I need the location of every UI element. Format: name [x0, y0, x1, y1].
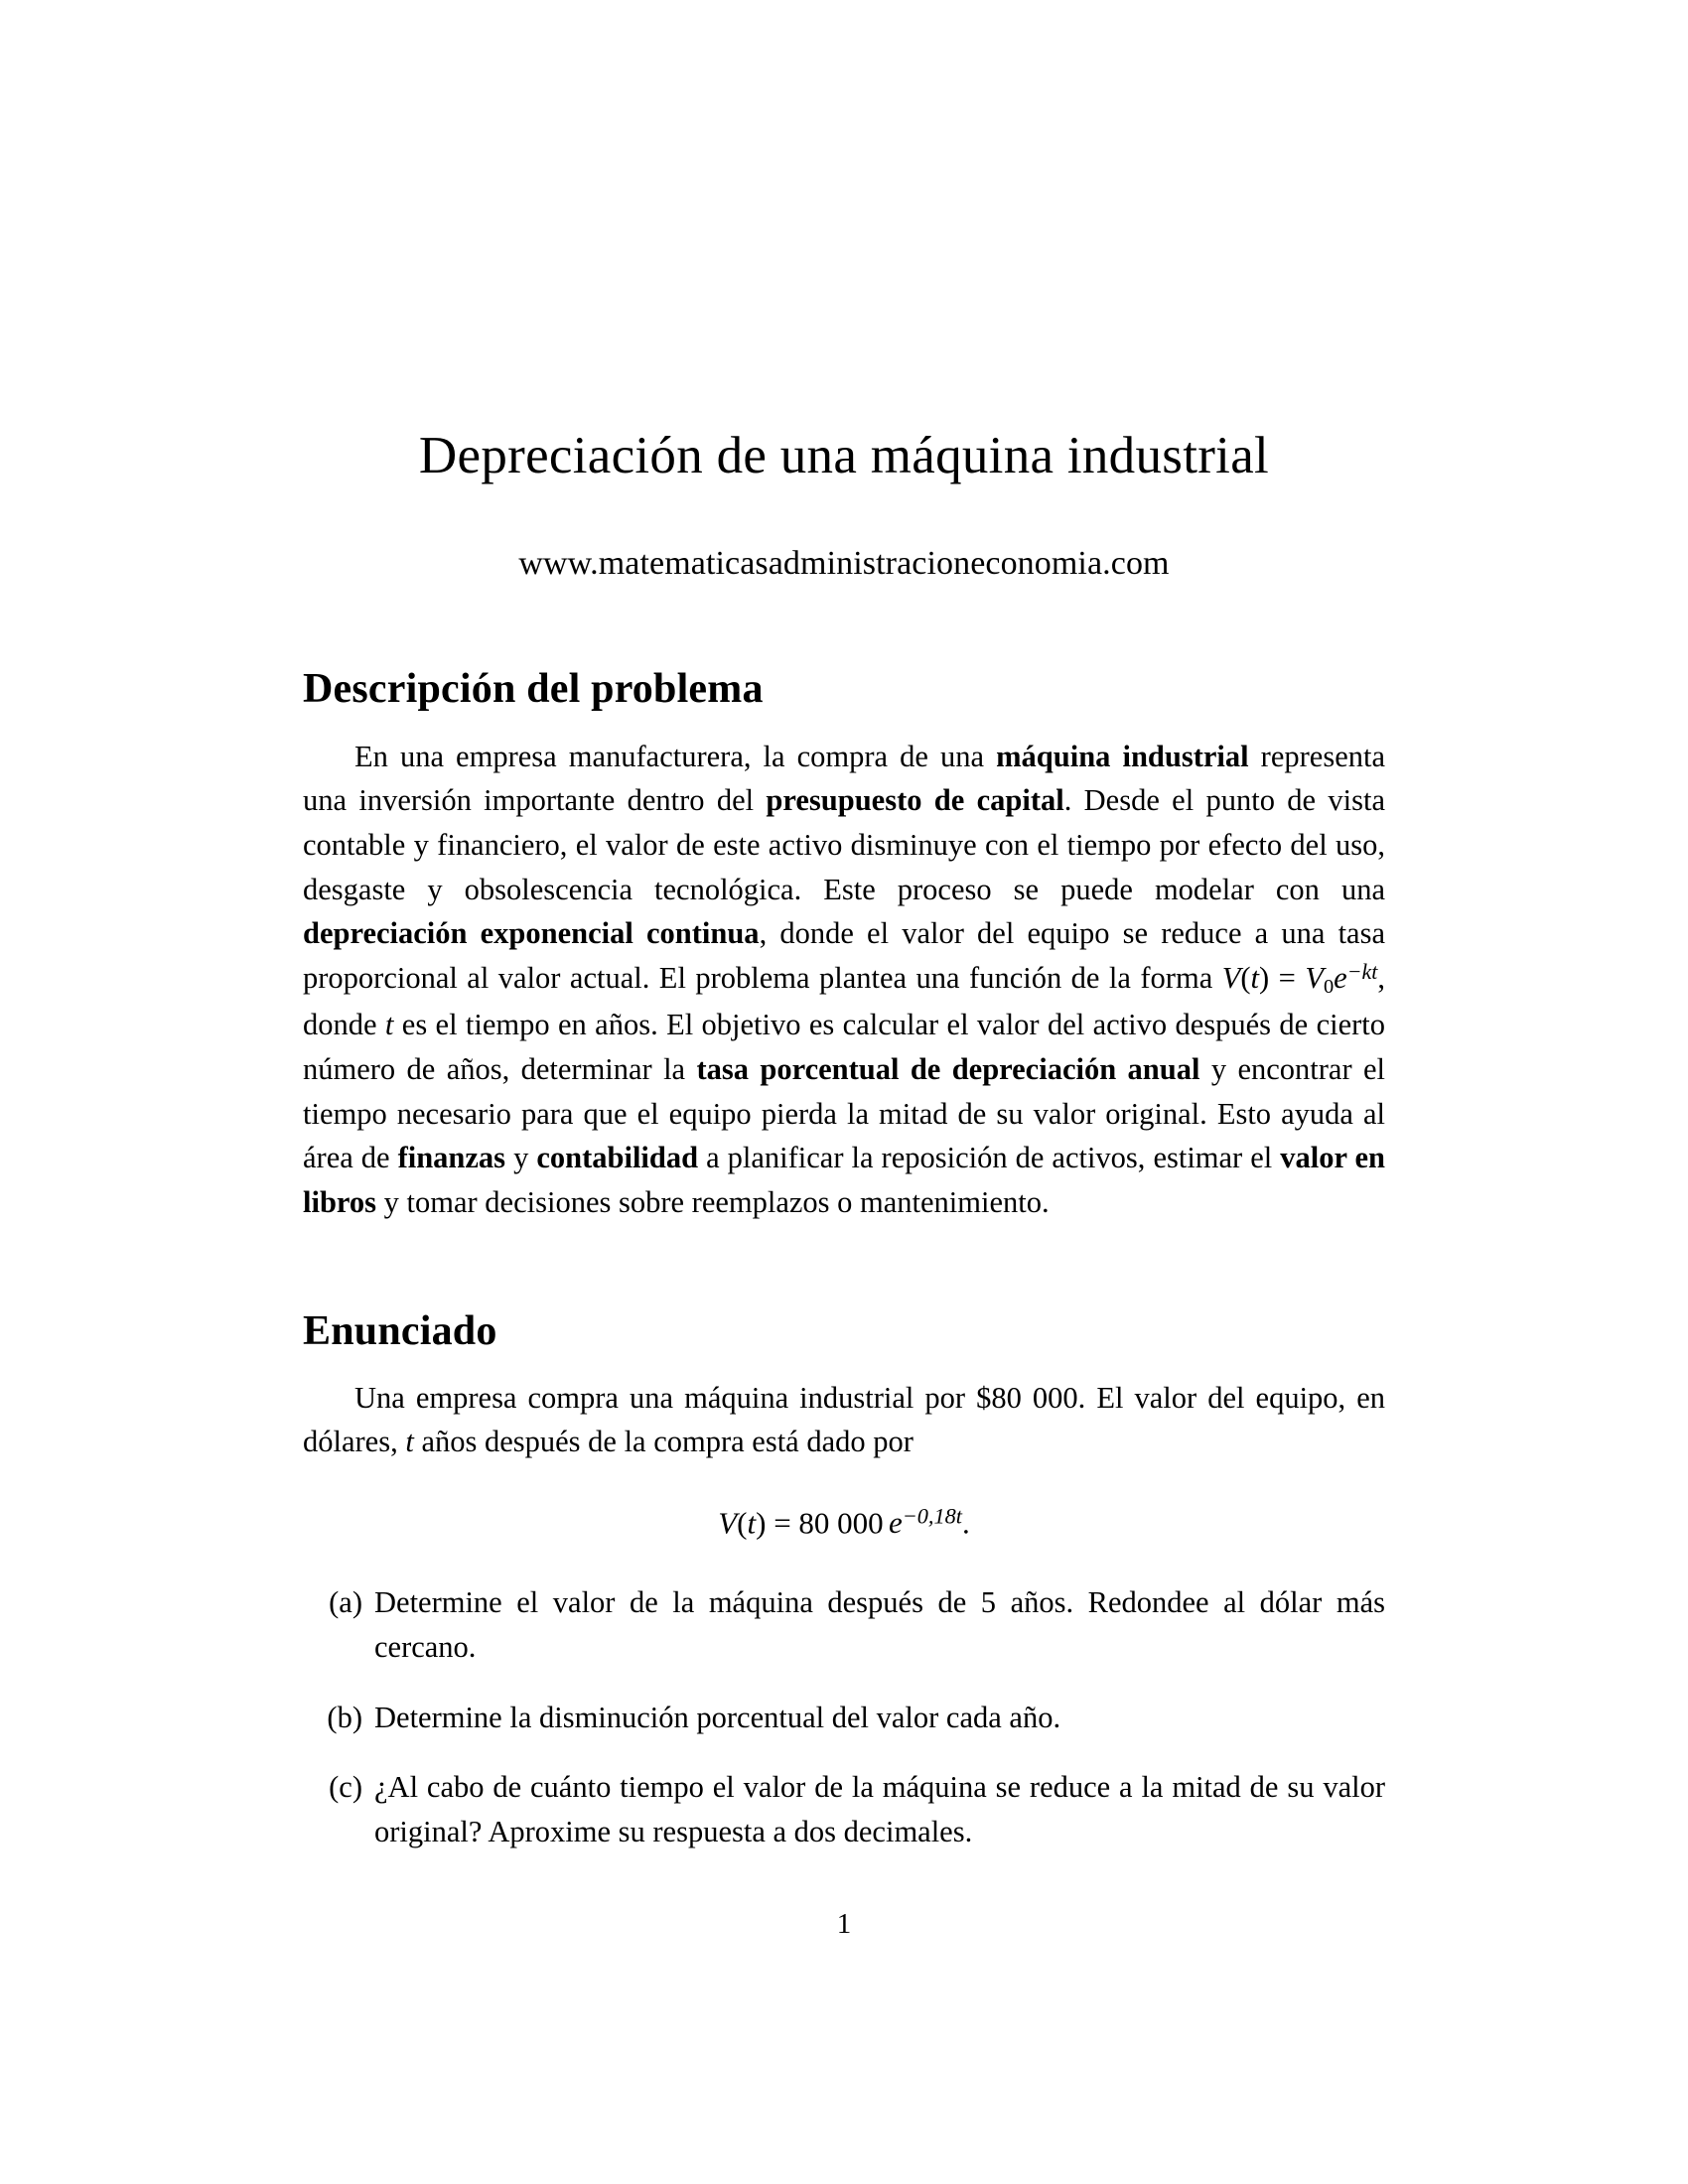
- text-fragment: . Desde el punto de vista contable y financiero, el valor de este activo disminuye con el tiempo por efecto del uso, desgaste y obsolescencia tecnológica. Este proceso se puede modelar con una: [303, 783, 1385, 906]
- equation-exponent: −0,18t: [902, 1504, 963, 1530]
- item-text-b: Determine la disminución porcentual del valor cada año.: [374, 1700, 1061, 1734]
- equation-lhs-argument: (t): [737, 1505, 767, 1541]
- inline-variable-t: t: [405, 1425, 414, 1459]
- item-text-c: ¿Al cabo de cuánto tiempo el valor de la máquina se reduce a la mitad de su valor original? Aproxime su respuesta a dos decimales.: [374, 1770, 1385, 1849]
- item-label-c: (c): [329, 1770, 362, 1805]
- text-fragment: , donde el valor del equipo se reduce a una tasa proporcional al valor actual. El problema plantea una función de la forma: [303, 916, 1385, 996]
- text-fragment: es el tiempo en años. El objetivo es calcular el valor del activo después de cierto número de años, determinar la: [303, 1008, 1385, 1086]
- list-item: [303, 1765, 1385, 1853]
- site-url-subtitle: www.matematicasadministracioneconomia.com: [518, 545, 1170, 583]
- list-item: [303, 1580, 1385, 1669]
- equation-lhs-function: V: [718, 1505, 738, 1541]
- term-depreciacion-exponencial-continua: depreciación exponencial continua: [303, 916, 760, 951]
- document-content: [303, 427, 1385, 1854]
- equation-coefficient: 80 000: [798, 1505, 884, 1541]
- text-fragment: , donde: [303, 961, 1386, 1042]
- term-presupuesto-de-capital: presupuesto de capital: [766, 783, 1064, 818]
- text-fragment: años después de la compra está dado por: [413, 1425, 914, 1459]
- equation-equals-sign: =: [774, 1505, 791, 1541]
- display-equation-value-function: [303, 1504, 1385, 1541]
- section-heading-enunciado: Enunciado: [303, 1307, 497, 1354]
- term-maquina-industrial: máquina industrial: [996, 739, 1249, 773]
- term-finanzas: finanzas: [397, 1141, 506, 1175]
- equation-base-e: e: [888, 1505, 903, 1541]
- text-fragment: En una empresa manufacturera, la compra de una: [354, 739, 997, 773]
- text-fragment: Una empresa compra una máquina industrial por $80 000. El valor del equipo, en dólares,: [303, 1380, 1385, 1459]
- text-fragment: y: [505, 1141, 537, 1175]
- inline-equation-general-model: $V(t) = V_0e^{-kt}$: [1221, 958, 1378, 999]
- equation-period: .: [962, 1505, 970, 1541]
- text-fragment: a planificar la reposición de activos, estimar el: [698, 1141, 1281, 1175]
- enunciado-intro-paragraph: [303, 1376, 1385, 1464]
- page-number: 1: [836, 1908, 852, 1940]
- text-fragment: y encontrar el tiempo necesario para que el equipo pierda la mitad de su valor original. Esto ayuda al área de: [303, 1051, 1385, 1175]
- term-contabilidad: contabilidad: [536, 1141, 699, 1175]
- text-fragment: y tomar decisiones sobre reemplazos o mantenimiento.: [376, 1184, 1050, 1219]
- term-valor-en-libros: valor en libros: [303, 1141, 1385, 1219]
- item-label-a: (a): [329, 1585, 362, 1620]
- term-tasa-porcentual: tasa porcentual de depreciación anual: [696, 1051, 1200, 1086]
- question-list: [303, 1580, 1385, 1853]
- equation-exponential-term: [889, 1505, 962, 1540]
- descripcion-paragraph: [303, 735, 1385, 1225]
- item-text-a: Determine el valor de la máquina después de 5 años. Redondee al dólar más cercano.: [374, 1585, 1385, 1665]
- list-item: [303, 1696, 1385, 1740]
- item-label-b: (b): [327, 1700, 362, 1734]
- section-heading-descripcion: Descripción del problema: [303, 666, 764, 713]
- page-title: Depreciación de una máquina industrial: [418, 427, 1270, 484]
- text-fragment: representa una inversión importante dentro del: [303, 739, 1385, 818]
- inline-variable-t: t: [384, 1008, 394, 1042]
